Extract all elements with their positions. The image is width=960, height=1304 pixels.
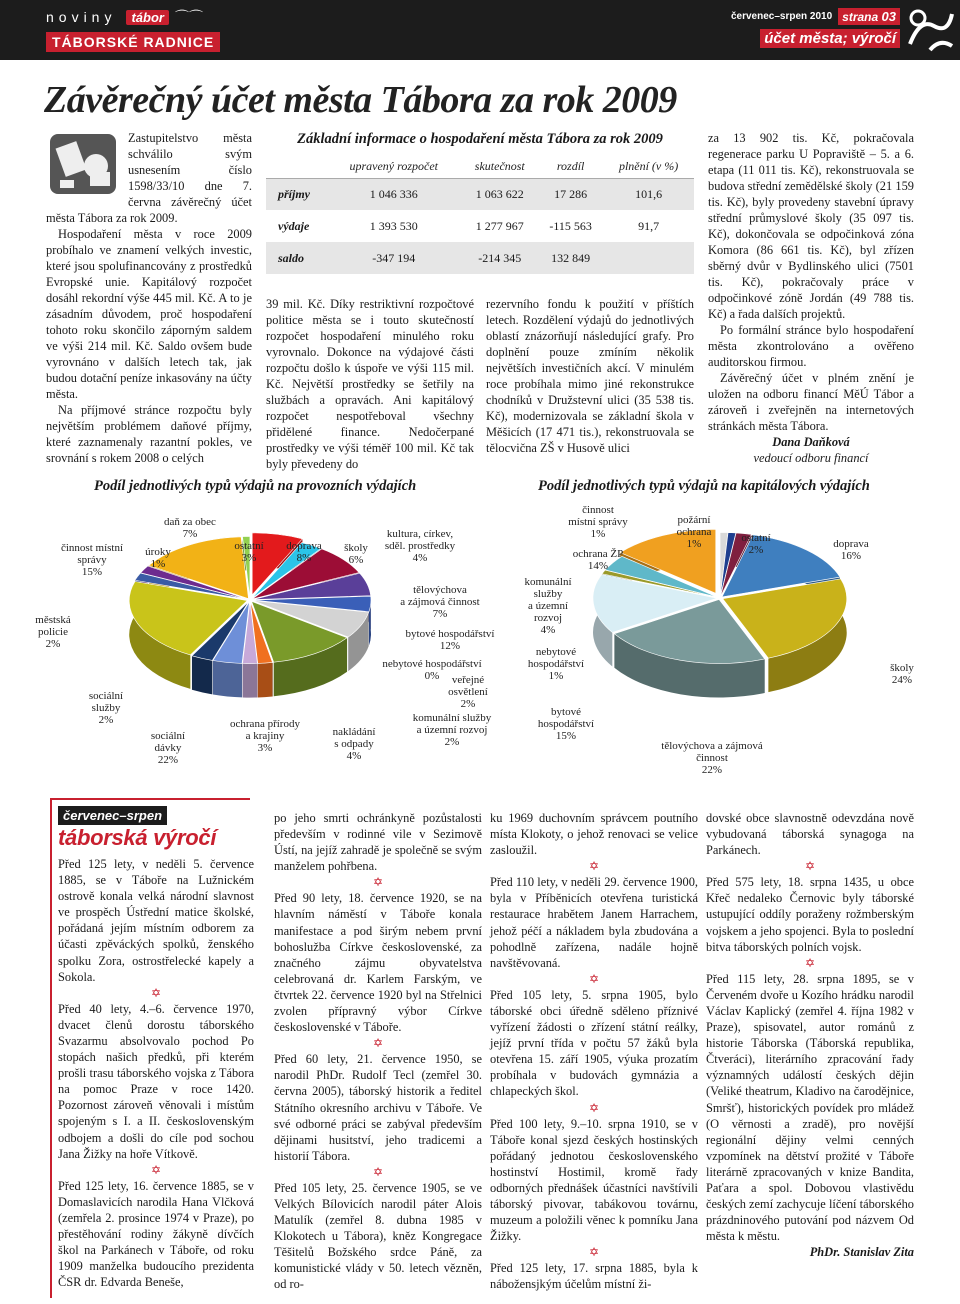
- chart-label: ostatní 2%: [741, 532, 771, 556]
- anniversary-entry: Před 125 lety, v neděli 5. července 1885, se v Táboře na Lužnickém ostrově konala velká národní slavnost ve prospěch Ústřední matice školské, pořádaná jejím místním odborem za účasti zpěváckých spolků, ženského spolku Zora, ostrostřelecké kapely a Sokola.: [58, 857, 254, 984]
- anniversary-column-2: [274, 810, 482, 1293]
- star-of-david-icon: ✡: [804, 859, 816, 874]
- star-of-david-icon: ✡: [588, 971, 600, 986]
- author-role: vedoucí odboru financí: [753, 451, 869, 465]
- star-of-david-icon: ✡: [372, 875, 384, 890]
- pie-slice-side: [243, 663, 258, 697]
- table-cell: [603, 242, 694, 274]
- finance-summary-table: [266, 131, 694, 291]
- pie-slice-side: [258, 662, 273, 697]
- anniversary-entry: Před 110 lety, v neděli 29. července 1900, byla v Příběnicích otevřena turistická restaurace hrabětem Janem Harrachem, jehož péčí a nákladem byla zbudována a pohodlně zařízena, nadále hojně navštěvovaná.: [490, 875, 698, 970]
- table-cell: -115 563: [549, 218, 592, 233]
- chart-label: doprava 8%: [286, 540, 322, 564]
- masthead: [46, 6, 220, 52]
- chart-label: úroky 1%: [145, 546, 171, 570]
- brand-noviny: noviny: [46, 9, 117, 25]
- column-header: plnění (v %): [603, 156, 694, 178]
- table-header-row: [266, 156, 694, 178]
- row-label: saldo: [266, 242, 326, 274]
- chart-label: ochrana ŽP 14%: [572, 548, 624, 572]
- anniversary-signature: PhDr. Stanislav Zita: [809, 1245, 914, 1260]
- chart-label: ostatní 3%: [234, 540, 264, 564]
- page-topic: účet města; výročí: [760, 29, 900, 48]
- anniversary-column-3: [490, 810, 698, 1292]
- article-column-2: 39 mil. Kč. Díky restriktivní rozpočtové politice města se i touto skutečností rozpočet hospodaření minulého roku vyrovnalo. Dokonce na výdajové části rozpočtu došlo k úspoře ve výši 115 mil. Kč. Největší prostředky se šetřily na službách a opravách. Ani kapitálový rozpočet nespotřeboval všechny přidělené finance. Nedočerpané prostředky ve výši téměř 100 mil. Kč tak byly převedeny do: [266, 297, 474, 471]
- star-of-david-icon: ✡: [804, 955, 816, 970]
- star-of-david-icon: ✡: [588, 1100, 600, 1115]
- page-number-badge: [838, 8, 900, 25]
- chart-label: sociální dávky 22%: [150, 730, 186, 766]
- intro-column: [46, 130, 252, 466]
- intro-paragraph: Na příjmové stránce rozpočtu byly největším problémem daňové příjmy, které zaznamenaly razantní pokles, ve srovnání s rokem 2008 o celých: [46, 403, 252, 465]
- author-name: Dana Daňková: [772, 435, 850, 449]
- anniversary-entry: Před 90 lety, 18. července 1920, se na hlavním náměstí v Táboře konala manifestace a pod širým nebem první bohoslužba Církve československé, za značného zájmu obyvatelstva celebrovaná dr. Karlem Farským, ve čtvrtek 22. července 1920 byl na Střelnici zvolen přípravný výbor Církve československé v Táboře.: [274, 891, 482, 1035]
- table-row: [266, 210, 694, 242]
- anniversary-entry: ku 1969 duchovním správcem poutního místa Klokoty, o jehož renovaci se velice zasloužil.: [490, 811, 698, 858]
- article-paragraph: za 13 902 tis. Kč, pokračovala regenerace parku U Popraviště – 5. a 6. etapa (11 011 tis. Kč), rekonstruovala se budova střední zemědělské školy (21 159 tis. Kč), byly provedeny stavební úpravy střední průmyslové školy (35 097 tis. Kč), dokončovala se odpočinková zóna Komora (86 661 tis. Kč), byl zřízen sběrný dvůr v Bydlinského ulici (7501 tis. Kč), pokračovaly práce v odpočinkové zóně Jordán (49 788 tis. Kč) a řada dalších projektů.: [708, 131, 914, 321]
- chart-label: tělovýchova a zájmová činnost 7%: [400, 584, 480, 620]
- article-column-3: rezervního fondu k použití v příštích letech. Rozdělení výdajů do jednotlivých oblastí znázorňují následující grafy. Pro doplnění pouze zmíním několik největších investičních akcí. V minulém roce probíhala mimo jiné rekonstrukce chodníků v Družstevní ulici (35 538 tis. Kč), modernizovala se základní škola v Měšicích (17 471 tis.), rekonstruovala se tělocvična ZŠ v Husově ulici: [486, 297, 694, 455]
- table-title: Základní informace o hospodaření města Tábora za rok 2009: [297, 131, 663, 147]
- anniversary-heading: [58, 806, 234, 851]
- issue-date: červenec–srpen 2010: [730, 11, 833, 22]
- article-title: Závěrečný účet města Tábora za rok 2009: [44, 79, 677, 121]
- chart-label: městská policie 2%: [35, 614, 71, 650]
- star-of-david-icon: ✡: [372, 1036, 384, 1051]
- anniversary-entry: Před 60 lety, 21. července 1950, se narodil PhDr. Rudolf Tecl (zemřel 30. června 2005), táborský historik a ředitel Státního okresního archivu v Táboře. Ve své odborné práci se zabýval především dějinami husitství, jeho tradicemi a historií Tábora.: [274, 1052, 482, 1163]
- hill-icon: ⌒⌒: [174, 10, 203, 26]
- page-header: [0, 0, 960, 60]
- chart-label: nebytové hospodářství 1%: [527, 646, 585, 682]
- brand-tabor-logo: tábor: [126, 10, 169, 25]
- table-cell: -347 194: [326, 242, 462, 274]
- table-cell: 1 046 336: [326, 178, 462, 210]
- chart-label: kultura, církev, sděl. prostředky 4%: [384, 528, 456, 564]
- chart-title-capital: Podíl jednotlivých typů výdajů na kapitálových výdajích: [538, 478, 870, 494]
- chart-label: tělovýchova a zájmová činnost 22%: [661, 740, 763, 776]
- column-header: upravený rozpočet: [326, 156, 462, 178]
- chart-label: školy 24%: [890, 662, 914, 686]
- anniversary-title: táborská výročí: [58, 825, 217, 850]
- summary-table: [266, 156, 694, 274]
- chart-label: komunální služby a územní rozvoj 4%: [524, 576, 572, 636]
- anniversary-entry: Před 125 lety, 17. srpna 1885, byla k nábožensjkým účelům místní ži-: [490, 1261, 698, 1292]
- table-cell: 101,6: [603, 178, 694, 210]
- anniversary-entry: Před 100 lety, 9.–10. srpna 1910, se v Táboře konal sjezd českých hostinských pořádaný jednotou československého hostinství Hostimil, kromě řady odborných přednášek účastníci navštívili táborský pivovar, tabákovou továrnu, muzeum a položili věnec k pomníku Jana Žižky.: [490, 1116, 698, 1244]
- chart-label: činnost místní správy 15%: [60, 542, 124, 578]
- anniversary-date: červenec–srpen: [58, 806, 167, 825]
- finance-icon: [46, 130, 122, 198]
- chart-label: školy 6%: [344, 542, 368, 566]
- author-signature: [708, 434, 914, 466]
- chart-label: komunální služby a územní rozvoj 2%: [412, 712, 492, 748]
- anniversary-entry: Před 105 lety, 25. července 1905, se ve Velkých Bílovicích narodil páter Alois Matulík (zemřel 8. dubna 1985 v Klokotech u Tábora), kněz Kongregace Těšitelů Božského srdce Páně, za komunistické vlády v 50. letech vězněn, od ro-: [274, 1180, 482, 1292]
- table-cell: 1 063 622: [462, 178, 539, 210]
- chart-label: bytové hospodářství 12%: [405, 628, 495, 652]
- anniversary-entry: Před 40 lety, 4.–6. července 1970, dvacet členů dorostu táborského Svazarmu absolvovalo pochod Po stopách našich předků, při kterém prošli trasu táborského vojska z Tábora na pomoc Praze v roce 1420. Pozornost zároveň věnovali i místům spojeným s I. a II. československým odbojem a došli do cíle pod sochou Jana Žižky na hoře Vítkově.: [58, 1001, 254, 1161]
- pie-slice-side: [213, 661, 242, 698]
- chart-label: bytové hospodářství 15%: [537, 706, 595, 742]
- anniversary-column-4: [706, 810, 914, 1260]
- chart-label: doprava 16%: [833, 538, 869, 562]
- page-info: [731, 8, 900, 48]
- page-word: strana: [842, 10, 879, 24]
- chart-label: daň za obec 7%: [164, 516, 216, 540]
- anniversary-entry: dovské obce slavnostně odevzdána nově vybudovaná táborská synagoga na Parkánech.: [706, 811, 914, 858]
- chart-label: činnost místní správy 1%: [568, 504, 628, 540]
- chart-label: veřejné osvětlení 2%: [448, 674, 488, 710]
- chart-label: požární ochrana 1%: [676, 514, 712, 550]
- chart-label: sociální služby 2%: [88, 690, 124, 726]
- table-cell: 1 277 967: [475, 218, 524, 233]
- anniversary-entry: Před 575 lety, 18. srpna 1435, u obce Křeč nedaleko Černovic byly táborské ustupující oddíly poraženy rožmberským vojskem a jeho spojenci. Byla to poslední bitva táborských polních vojsk.: [706, 875, 914, 954]
- anniversary-entry: Před 115 lety, 28. srpna 1895, se v Červeném dvoře u Kozího hrádku narodil Václav Kaplický (zemřel 4. října 1982 v Praze), spisovatel, autor románů z historie Táborska (Táborská republika, Čtveráci), literárního zpracování řady významných událostí českých dějin (Veliké theatrum, Kladivo na čarodějnice, Smršť), historických povídek pro mládež (O věrnosti a zradě), pro novější regionální dějiny velmi cenných vzpomínek na dětství prožité v Táboře literárně zpracovaných v knize Bandita, Paťara a spol. Dobovou vlastivědu českých zemí zachycuje líčení táborského prázdninového putování pod názvem Od města k městu.: [706, 971, 914, 1244]
- star-of-david-icon: ✡: [372, 1164, 384, 1179]
- column-header: rozdíl: [538, 156, 603, 178]
- section-name: TÁBORSKÉ RADNICE: [46, 32, 220, 52]
- row-label: příjmy: [266, 178, 326, 210]
- star-of-david-icon: ✡: [588, 859, 600, 874]
- intro-paragraph: Zastupitelstvo města schválilo svým usnesením číslo 1598/33/10 dne 7. června závěrečný účet města Tábora za rok 2009.: [46, 131, 252, 225]
- intro-paragraph: Hospodaření města v roce 2009 probíhalo ve znamení velkých investic, které jsou spolufinancovány z prostředků Evropské unie. Kapitálový rozpočet dosáhl rekordní výše 445 mil. Kč. A to je zásadním důvodem, proč hospodaření tohoto roku skončilo záporným saldem ve výši 214 mil. Kč. Saldo ovšem bude vyrovnáno v dalších letech tak, jak budou dotační peníze inkasovány na účty města.: [46, 227, 252, 401]
- table-cell: 17 286: [538, 178, 603, 210]
- article-column-4: [708, 130, 914, 466]
- chart-label: ochrana přírody a krajiny 3%: [230, 718, 300, 754]
- anniversary-entry: Před 105 lety, 5. srpna 1905, bylo táborské obci úředně sděleno příznivé vyřízení žádosti o zřízení státní reálky, jejíž první třída v počtu 57 žáků byla otevřena 15. září 1905, výuka prozatím probíhala v budovách gymnázia a chlapeckých škol.: [490, 987, 698, 1099]
- chart-label: nakládání s odpady 4%: [332, 726, 376, 762]
- table-row: [266, 178, 694, 210]
- article-paragraph: Po formální stránce bylo hospodaření města zkontrolováno a ověřeno auditorskou firmou.: [708, 323, 914, 369]
- table-row: [266, 242, 694, 274]
- column-header: skutečnost: [462, 156, 539, 178]
- decorative-emblem-icon: [904, 4, 956, 56]
- star-of-david-icon: ✡: [150, 1162, 162, 1177]
- table-cell: -214 345: [462, 242, 539, 274]
- anniversary-column-1: [58, 856, 254, 1290]
- table-cell: 91,7: [638, 218, 660, 233]
- pie-slice-side: [192, 656, 212, 695]
- chart-label: nebytové hospodářství 0%: [382, 658, 482, 682]
- anniversary-entry: Před 125 lety, 16. července 1885, se v Domaslavicích narodila Hana Vlčková (zemřela 2. prosince 1974 v Praze), po přestěhování rodiny žákyně dívčích škol na Parkánech v Táboře, od roku 1909 manželka budoucího prezidenta ČSR dr. Edvarda Beneše,: [58, 1178, 254, 1290]
- chart-title-operating: Podíl jednotlivých typů výdajů na provozních výdajích: [94, 478, 417, 494]
- anniversary-entry: po jeho smrti ochránkyně pozůstalosti především v rodinné vile v Sezimově Ústí, na jejíž zahradě je společně se svým manželem pohřbena.: [274, 811, 482, 874]
- page-number: 03: [881, 9, 896, 24]
- row-label: výdaje: [278, 218, 310, 233]
- table-cell: 132 849: [538, 242, 603, 274]
- star-of-david-icon: ✡: [150, 985, 162, 1000]
- star-of-david-icon: ✡: [588, 1245, 600, 1260]
- table-cell: 1 393 530: [369, 218, 418, 233]
- article-paragraph: Závěrečný účet v plném znění je uložen na odboru financí MěÚ Tábor a zároveň i zveřejněn na internetových stránkách města Tábora.: [708, 371, 914, 433]
